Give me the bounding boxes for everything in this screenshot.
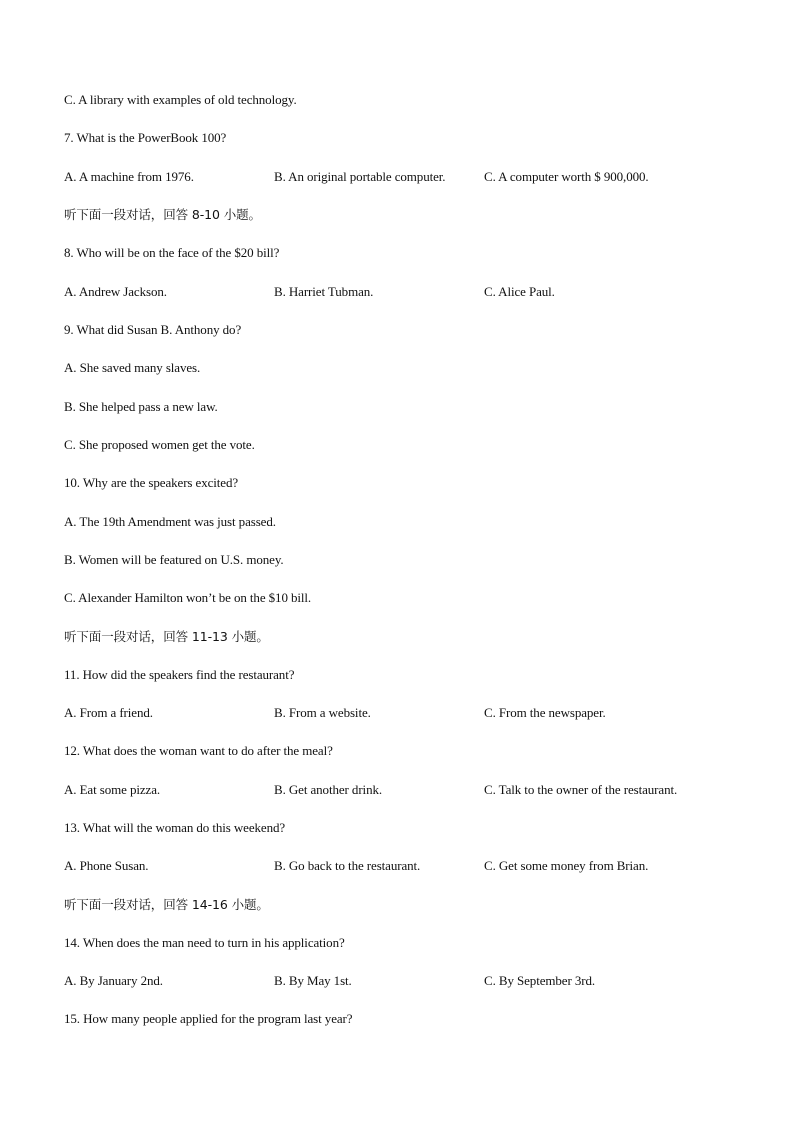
section-heading-8-10: 听下面一段对话，回答 8-10 小题。	[64, 207, 261, 222]
q10-option-a: A. The 19th Amendment was just passed.	[64, 514, 276, 529]
q10-option-c: C. Alexander Hamilton won’t be on the $10 bill.	[64, 590, 312, 605]
q7-option-c: C. A computer worth $ 900,000.	[484, 169, 649, 184]
question-10: 10. Why are the speakers excited?	[64, 475, 239, 490]
question-9: 9. What did Susan B. Anthony do?	[64, 322, 242, 337]
q11-option-a: A. From a friend.	[64, 705, 153, 720]
q8-option-a: A. Andrew Jackson.	[64, 284, 167, 299]
question-7: 7. What is the PowerBook 100?	[64, 130, 227, 145]
q11-option-c: C. From the newspaper.	[484, 705, 606, 720]
q13-option-a: A. Phone Susan.	[64, 858, 149, 873]
q12-option-a: A. Eat some pizza.	[64, 782, 161, 797]
q11-option-b: B. From a website.	[274, 705, 371, 720]
question-8: 8. Who will be on the face of the $20 bill?	[64, 245, 280, 260]
question-14: 14. When does the man need to turn in his application?	[64, 935, 345, 950]
q9-option-a: A. She saved many slaves.	[64, 360, 201, 375]
q10-option-b: B. Women will be featured on U.S. money.	[64, 552, 284, 567]
section-heading-11-13: 听下面一段对话，回答 11-13 小题。	[64, 629, 269, 644]
q14-option-c: C. By September 3rd.	[484, 973, 596, 988]
q8-option-c: C. Alice Paul.	[484, 284, 555, 299]
question-13: 13. What will the woman do this weekend?	[64, 820, 286, 835]
q14-option-b: B. By May 1st.	[274, 973, 352, 988]
question-15: 15. How many people applied for the program last year?	[64, 1011, 353, 1026]
q7-option-a: A. A machine from 1976.	[64, 169, 194, 184]
q12-option-c: C. Talk to the owner of the restaurant.	[484, 782, 678, 797]
q13-option-b: B. Go back to the restaurant.	[274, 858, 421, 873]
q7-option-b: B. An original portable computer.	[274, 169, 446, 184]
q6-option-c: C. A library with examples of old technology.	[64, 92, 297, 107]
q14-option-a: A. By January 2nd.	[64, 973, 163, 988]
q12-option-b: B. Get another drink.	[274, 782, 383, 797]
question-11: 11. How did the speakers find the restaurant?	[64, 667, 295, 682]
section-heading-14-16: 听下面一段对话，回答 14-16 小题。	[64, 897, 269, 912]
q13-option-c: C. Get some money from Brian.	[484, 858, 649, 873]
q9-option-b: B. She helped pass a new law.	[64, 399, 218, 414]
q9-option-c: C. She proposed women get the vote.	[64, 437, 255, 452]
question-12: 12. What does the woman want to do after the meal?	[64, 743, 333, 758]
q8-option-b: B. Harriet Tubman.	[274, 284, 374, 299]
